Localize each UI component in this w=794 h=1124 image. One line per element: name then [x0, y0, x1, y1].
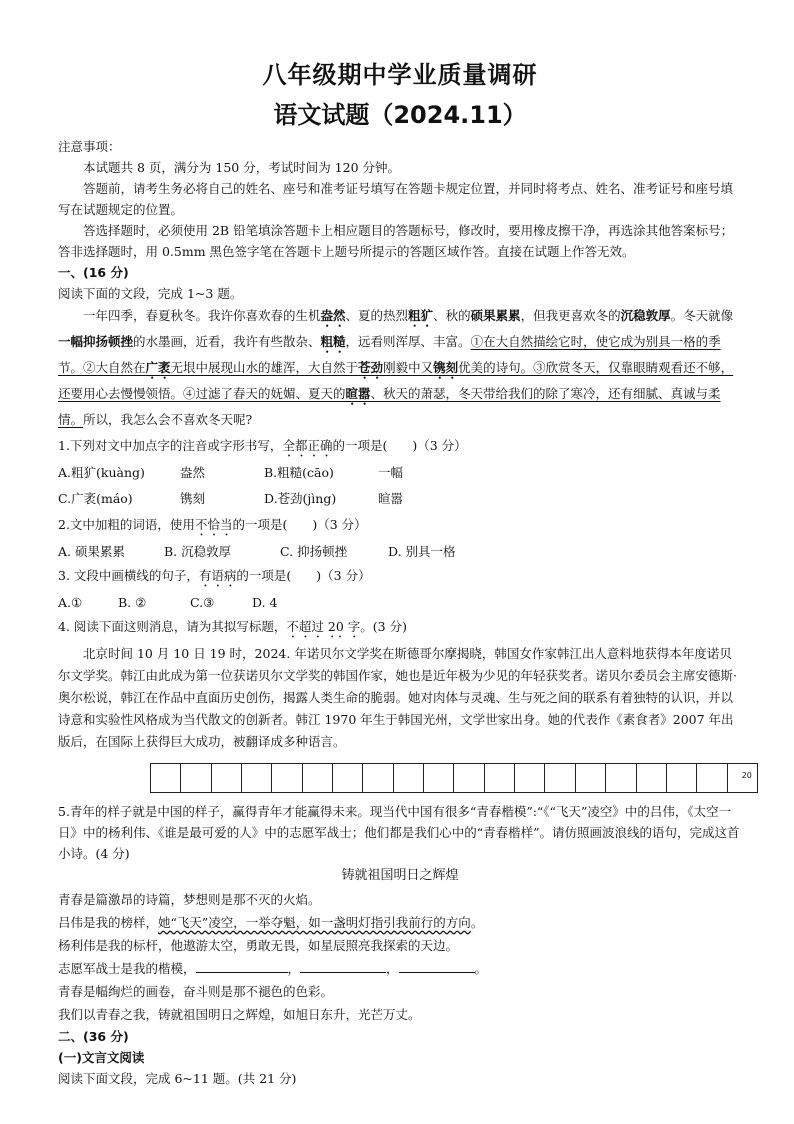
- dotted-word: 广袤: [145, 360, 171, 375]
- stem-keyword: 全都正确: [282, 437, 333, 453]
- answer-grid[interactable]: [150, 763, 758, 793]
- exam-page: [58, 58, 752, 1089]
- passage-text: 、夏的热烈: [345, 308, 409, 323]
- grid-cell[interactable]: [394, 764, 424, 792]
- dotted-word: 粗犷: [408, 308, 434, 323]
- section-1-intro: 阅读下面的文段，完成 1~3 题。: [58, 286, 243, 301]
- dotted-word: 镌刻: [433, 360, 459, 375]
- passage-text: ①在大自然描绘它时，使它成为别具一格的季节。②大自然在: [58, 334, 721, 375]
- notice-line-1: 本试题共 8 页，满分为 150 分，考试时间为 120 分钟。: [83, 160, 401, 175]
- notice-block: [58, 136, 742, 262]
- news-passage: 北京时间 10 月 10 日 19 时，2024. 年诺贝尔文学奖在斯德哥尔摩揭晓，韩国女作家韩江出人意料地获得本年度诺贝尔文学奖。韩江由此成为第一位获诺贝尔文学奖的韩国作家，她也是近年极为少见的年轻获奖者。诺贝尔委员会主席安德斯·奥尔松说，韩江在作品中直面历史创伤，揭露人类生命的脆弱。她对肉体与灵魂、生与死之间的联系有着独特的认识，并以诗意和实验性风格成为当代散文的创新者。韩江 1970 年生于韩国光州，文学世家出身。她的代表作《素食者》2007 年出版后，在国际上获得巨大成功，被翻译成多种语言。: [58, 645, 737, 749]
- grid-cell[interactable]: [697, 764, 727, 792]
- option[interactable]: A. 硕果累累: [58, 543, 125, 559]
- question-5-stem: 5.青年的样子就是中国的样子，赢得青年才能赢得未来。现当代中国有很多“青春楷模”:“《“飞天”凌空》中的吕伟，《太空一日》中的杨利伟、《谁是最可爱的人》中的志愿军战士；他们都是我们心中的“青春楷样”。请仿照画波浪线的语句，完成这首小诗。(4 分): [58, 803, 740, 861]
- answer-blank-2[interactable]: [300, 958, 386, 973]
- stem-keyword: 不超过 20 字: [286, 618, 361, 634]
- passage-text: 、秋天的萧瑟，冬天带给我们的除了寒冷，还有细腻、真诚与柔情。: [58, 386, 721, 427]
- option[interactable]: 一幅: [378, 464, 404, 480]
- grid-cell[interactable]: [515, 764, 545, 792]
- poem-text: 。: [474, 960, 488, 976]
- bold-word: 硕果累累: [470, 308, 521, 323]
- option[interactable]: B. 沉稳敦厚: [164, 543, 232, 559]
- passage: [58, 304, 742, 433]
- dotted-word: 苍劲: [358, 360, 384, 375]
- poem-line-3: 杨利伟是我的标杆，他遨游太空，勇敢无畏，如星辰照亮我探索的天边。: [58, 937, 459, 953]
- option[interactable]: 镌刻: [180, 490, 206, 506]
- grid-cell[interactable]: [606, 764, 636, 792]
- grid-cell[interactable]: [576, 764, 606, 792]
- passage-text: 刚毅中又: [383, 360, 434, 375]
- passage-text: 的水墨画，近看，我许有些散杂、: [133, 334, 321, 349]
- notice-line-2: 答题前，请考生务必将自己的姓名、座号和准考证号填写在答题卡规定位置，并同时将考点、姓名、准考证号和座号填写在试题规定的位置。: [58, 181, 734, 217]
- poem-line-6: 我们以青春之我，铸就祖国明日之辉煌，如旭日东升，光芒万丈。: [58, 1006, 421, 1022]
- wavy-underlined-text: 她“飞天”凌空，一举夺魁，如一盏明灯指引我前行的方向: [158, 914, 471, 930]
- grid-count-label: 20: [741, 770, 752, 780]
- poem-text: ，: [287, 960, 301, 976]
- question-3-stem: [58, 565, 742, 590]
- poem-text: ，: [386, 960, 399, 976]
- exam-subtitle: 语文试题（2024.11）: [273, 101, 527, 129]
- grid-cell[interactable]: [485, 764, 515, 792]
- stem-text: 的一项是( )（3 分）: [236, 567, 371, 583]
- grid-cell[interactable]: [333, 764, 363, 792]
- poem-text: 吕伟是我的榜样，: [58, 914, 159, 930]
- poem: [58, 888, 742, 1026]
- question-1-stem: [58, 435, 742, 460]
- poem-line-5: 青春是幅绚烂的画卷，奋斗则是那不褪色的色彩。: [58, 983, 334, 999]
- bold-word: 沉稳敦厚: [620, 308, 671, 323]
- section-2-heading: 二、(36 分): [58, 1028, 129, 1044]
- option[interactable]: C.③: [190, 594, 215, 610]
- option[interactable]: 暄嚣: [378, 490, 404, 506]
- question-1-options-row-2: [58, 486, 742, 512]
- stem-text: 3. 文段中画横线的句子，: [58, 567, 199, 583]
- passage-text: ，远看则浑厚、丰富。: [345, 334, 471, 349]
- option[interactable]: D. 别具一格: [388, 543, 456, 559]
- notice-heading: 注意事项：: [58, 139, 121, 154]
- option[interactable]: C. 抑扬顿挫: [280, 543, 348, 559]
- passage-text: 优美的诗句。③欣赏冬天，仅靠眼睛观看还不够，还要用心去慢慢领悟。④过滤了春天的妩媚、夏天的: [58, 360, 734, 401]
- stem-text: 的一项是( )（3 分）: [232, 516, 367, 532]
- poem-line-2: [58, 911, 742, 934]
- poem-title: 铸就祖国明日之辉煌: [341, 867, 459, 883]
- passage-text: 一年四季，春夏秋冬。我许你喜欢春的生机: [83, 308, 321, 323]
- option[interactable]: D. 4: [252, 594, 278, 610]
- passage-text: 无垠中展现山水的雄浑，大自然于: [170, 360, 359, 375]
- grid-cell[interactable]: [637, 764, 667, 792]
- question-1-options-row-1: [58, 460, 742, 486]
- option[interactable]: 盎然: [180, 464, 206, 480]
- answer-blank-1[interactable]: [196, 958, 288, 973]
- grid-cell[interactable]: [545, 764, 575, 792]
- grid-cell[interactable]: [212, 764, 242, 792]
- grid-cell[interactable]: [667, 764, 697, 792]
- option[interactable]: D.苍劲(jìng): [264, 490, 337, 506]
- question-2-options: [58, 539, 742, 565]
- dotted-word: 粗糙: [320, 334, 346, 349]
- question-2-stem: [58, 514, 742, 539]
- option[interactable]: B.粗糙(cāo): [264, 464, 334, 480]
- poem-line-1: 青春是篇激昂的诗篇，梦想则是那不灭的火焰。: [58, 891, 321, 907]
- stem-keyword: 不恰当: [194, 516, 233, 532]
- poem-line-4: [58, 957, 742, 980]
- dotted-word: 暄嚣: [345, 386, 371, 401]
- answer-blank-3[interactable]: [399, 958, 475, 973]
- question-4-stem: [58, 616, 742, 641]
- grid-cell[interactable]: [272, 764, 302, 792]
- section-2-subheading: (一)文言文阅读: [58, 1049, 145, 1065]
- bold-word: 一幅抑扬顿挫: [58, 334, 134, 349]
- option[interactable]: B. ②: [118, 594, 147, 610]
- grid-cell[interactable]: [303, 764, 333, 792]
- grid-cell[interactable]: [151, 764, 181, 792]
- option[interactable]: A.粗犷(kuàng): [58, 464, 145, 480]
- stem-text: 2.文中加粗的词语，使用: [58, 516, 195, 532]
- grid-cell-20[interactable]: [728, 764, 757, 792]
- stem-text: 的一项是( )（3 分）: [332, 437, 467, 453]
- grid-cell[interactable]: [181, 764, 211, 792]
- exam-title: 八年级期中学业质量调研: [262, 61, 538, 89]
- stem-text: 1.下列对文中加点字的注音或字形书写，: [58, 437, 283, 453]
- option[interactable]: A.①: [58, 594, 83, 610]
- passage-text: ，但我更喜欢冬的: [520, 308, 621, 323]
- stem-keyword: 有语病: [198, 567, 237, 583]
- dotted-word: 盎然: [320, 308, 346, 323]
- grid-cell[interactable]: [363, 764, 393, 792]
- question-3-options: [58, 590, 742, 616]
- grid-cell[interactable]: [242, 764, 272, 792]
- passage-text: 所以，我怎么会不喜欢冬天呢?: [83, 412, 253, 427]
- grid-cell[interactable]: [424, 764, 454, 792]
- grid-cell[interactable]: [454, 764, 484, 792]
- stem-text: 。(3 分): [360, 618, 407, 634]
- option[interactable]: C.广袤(máo): [58, 490, 133, 506]
- poem-text: 志愿军战士是我的楷模，: [58, 960, 196, 976]
- section-1-heading: 一、(16 分): [58, 265, 129, 280]
- passage-text: 。冬天就像: [670, 308, 734, 323]
- section-2-intro: 阅读下面文段，完成 6~11 题。(共 21 分): [58, 1070, 297, 1086]
- stem-text: 4. 阅读下面这则消息，请为其拟写标题，: [58, 618, 287, 634]
- notice-line-3: 答选择题时，必须使用 2B 铅笔填涂答题卡上相应题目的答题标号，修改时，要用橡皮擦干净，再选涂其他答案标号；答非选择题时，用 0.5mm 黑色签字笔在答题卡上题号所提示的答题区域作答。直接在试题上作答无效。: [58, 223, 734, 259]
- poem-text: 。: [470, 914, 484, 930]
- passage-text: 、秋的: [433, 308, 471, 323]
